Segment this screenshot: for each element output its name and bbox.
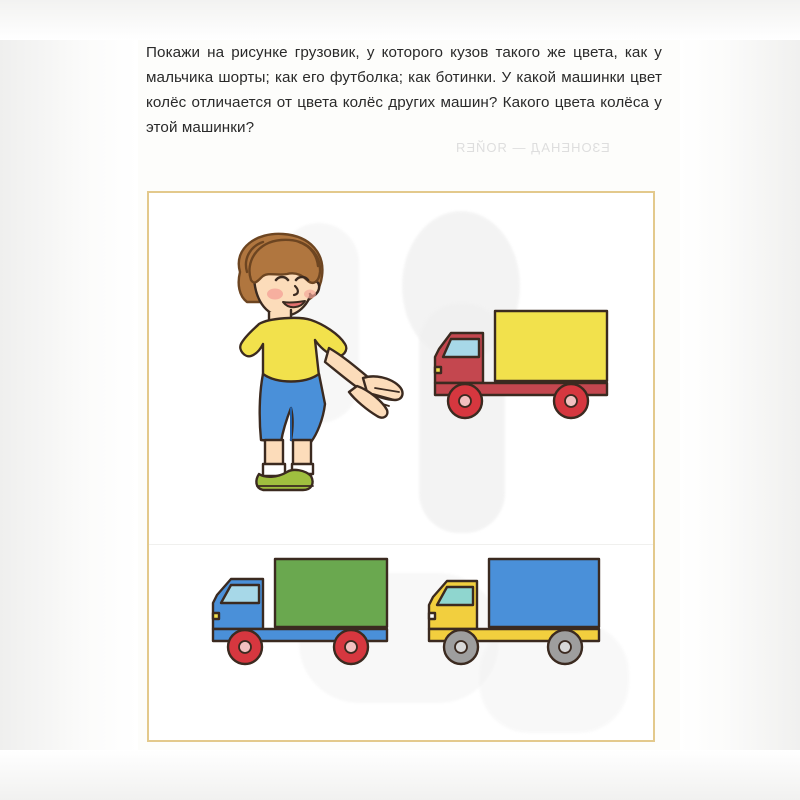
truck-blue-green <box>197 553 402 703</box>
boy-illustration <box>207 228 427 498</box>
task-instruction-text <box>146 40 662 140</box>
task-paragraph: Покажи на рисунке грузовик, у которого кузов такого же цвета, как у мальчика шорты; как его футболка; как ботинки. У какой машинки цвет колёс отличается от цвета колёс других машин? Какого цвета колёса у этой машинки? <box>146 44 662 136</box>
truck-red-yellow <box>421 305 621 455</box>
page-top-shadow <box>0 0 800 40</box>
illustration-frame <box>147 191 655 742</box>
page-right-shadow <box>680 0 800 800</box>
page-left-shadow <box>0 0 138 800</box>
illustration-divider <box>149 544 653 545</box>
page-bottom-shadow <box>0 750 800 800</box>
truck-yellow-blue <box>417 555 612 705</box>
show-through-watermark-text: ЕЗОНЕНАД — ЯОЙЕЯ <box>455 140 610 155</box>
